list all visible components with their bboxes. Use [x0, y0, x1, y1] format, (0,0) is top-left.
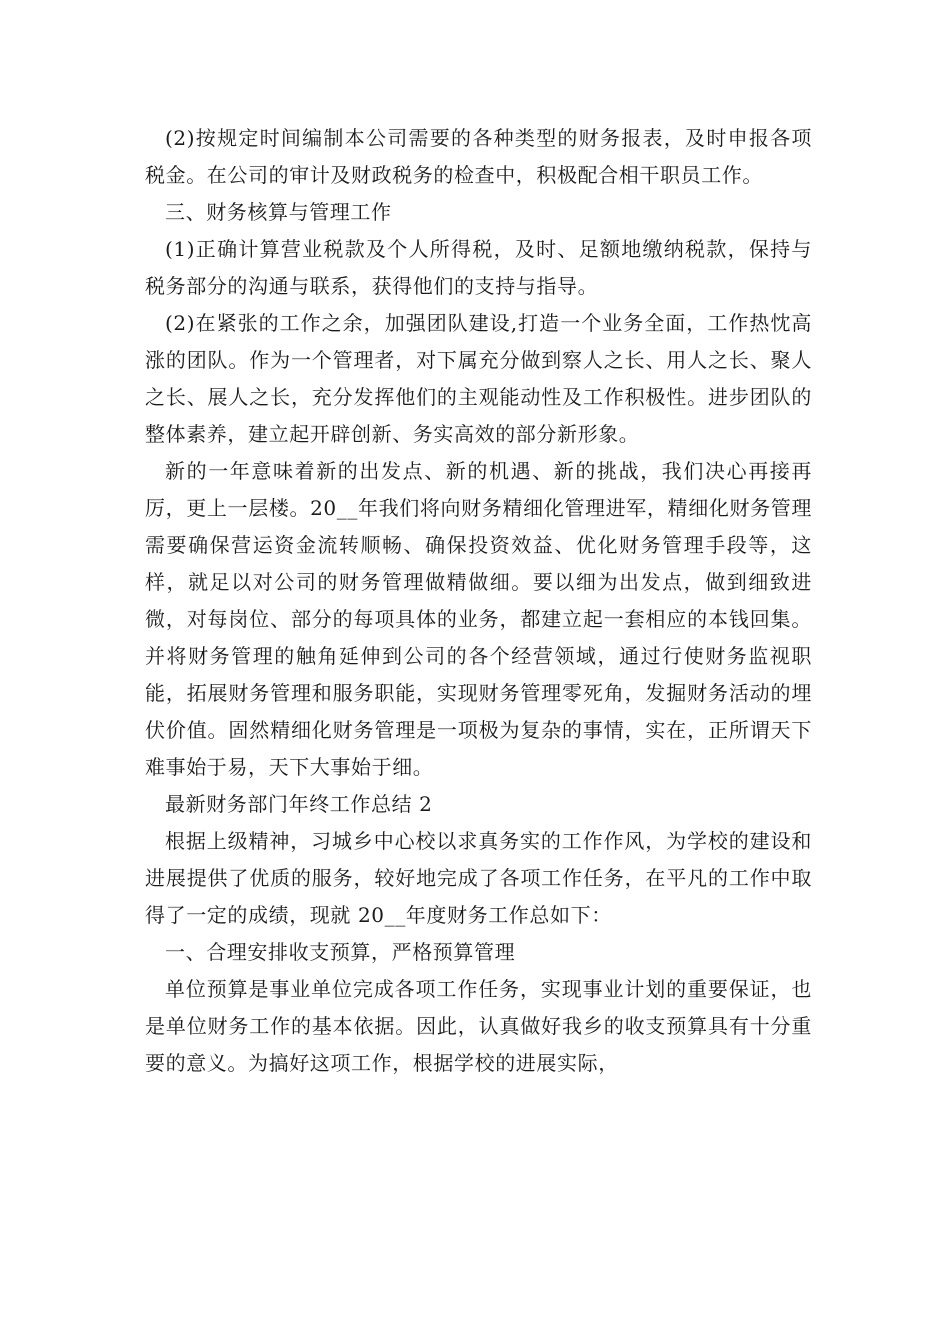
document-title-summary-2: 最新财务部门年终工作总结 2 — [165, 792, 433, 816]
paragraph-budget: 单位预算是事业单位完成各项工作任务，实现事业计划的重要保证，也是单位财务工作的基本依据。因此，认真做好我乡的收支预算具有十分重要的意义。为搞好这项工作，根据学校的进展实际， — [145, 977, 812, 1075]
paragraph-tax-calculation: (1)正确计算营业税款及个人所得税，及时、足额地缴纳税款，保持与税务部分的沟通与联系，获得他们的支持与指导。 — [145, 237, 812, 298]
paragraph-intro: 根据上级精神，习城乡中心校以求真务实的工作作风，为学校的建设和进展提供了优质的服务，较好地完成了各项工作任务，在平凡的工作中取得了一定的成绩，现就 20__年度财务工作总如下： — [145, 829, 812, 927]
section-heading-accounting: 三、财务核算与管理工作 — [165, 200, 392, 224]
section-heading-budget: 一、合理安排收支预算，严格预算管理 — [165, 940, 516, 964]
paragraph-new-year-plan: 新的一年意味着新的出发点、新的机遇、新的挑战，我们决心再接再厉，更上一层楼。20__年我们将向财务精细化管理进军，精细化财务管理需要确保营运资金流转顺畅、确保投资效益、优化财务管理手段等，这样，就足以对公司的财务管理做精做细。要以细为出发点，做到细致进微，对每岗位、部分的每项具体的业务，都建立起一套相应的本钱回集。并将财务管理的触角延伸到公司的各个经营领域，通过行使财务监视职能，拓展财务管理和服务职能，实现财务管理零死角，发掘财务活动的埋伏价值。固然精细化财务管理是一项极为复杂的事情，实在，正所谓天下难事始于易，天下大事始于细。 — [145, 459, 812, 779]
paragraph-report-filing: (2)按规定时间编制本公司需要的各种类型的财务报表，及时申报各项税金。在公司的审计及财政税务的检查中，积极配合相干职员工作。 — [145, 126, 812, 187]
paragraph-team-building: (2)在紧张的工作之余，加强团队建设,打造一个业务全面，工作热忱高涨的团队。作为一个管理者，对下属充分做到察人之长、用人之长、聚人之长、展人之长，充分发挥他们的主观能动性及工作积极性。进步团队的整体素养，建立起开辟创新、务实高效的部分新形象。 — [145, 311, 812, 446]
